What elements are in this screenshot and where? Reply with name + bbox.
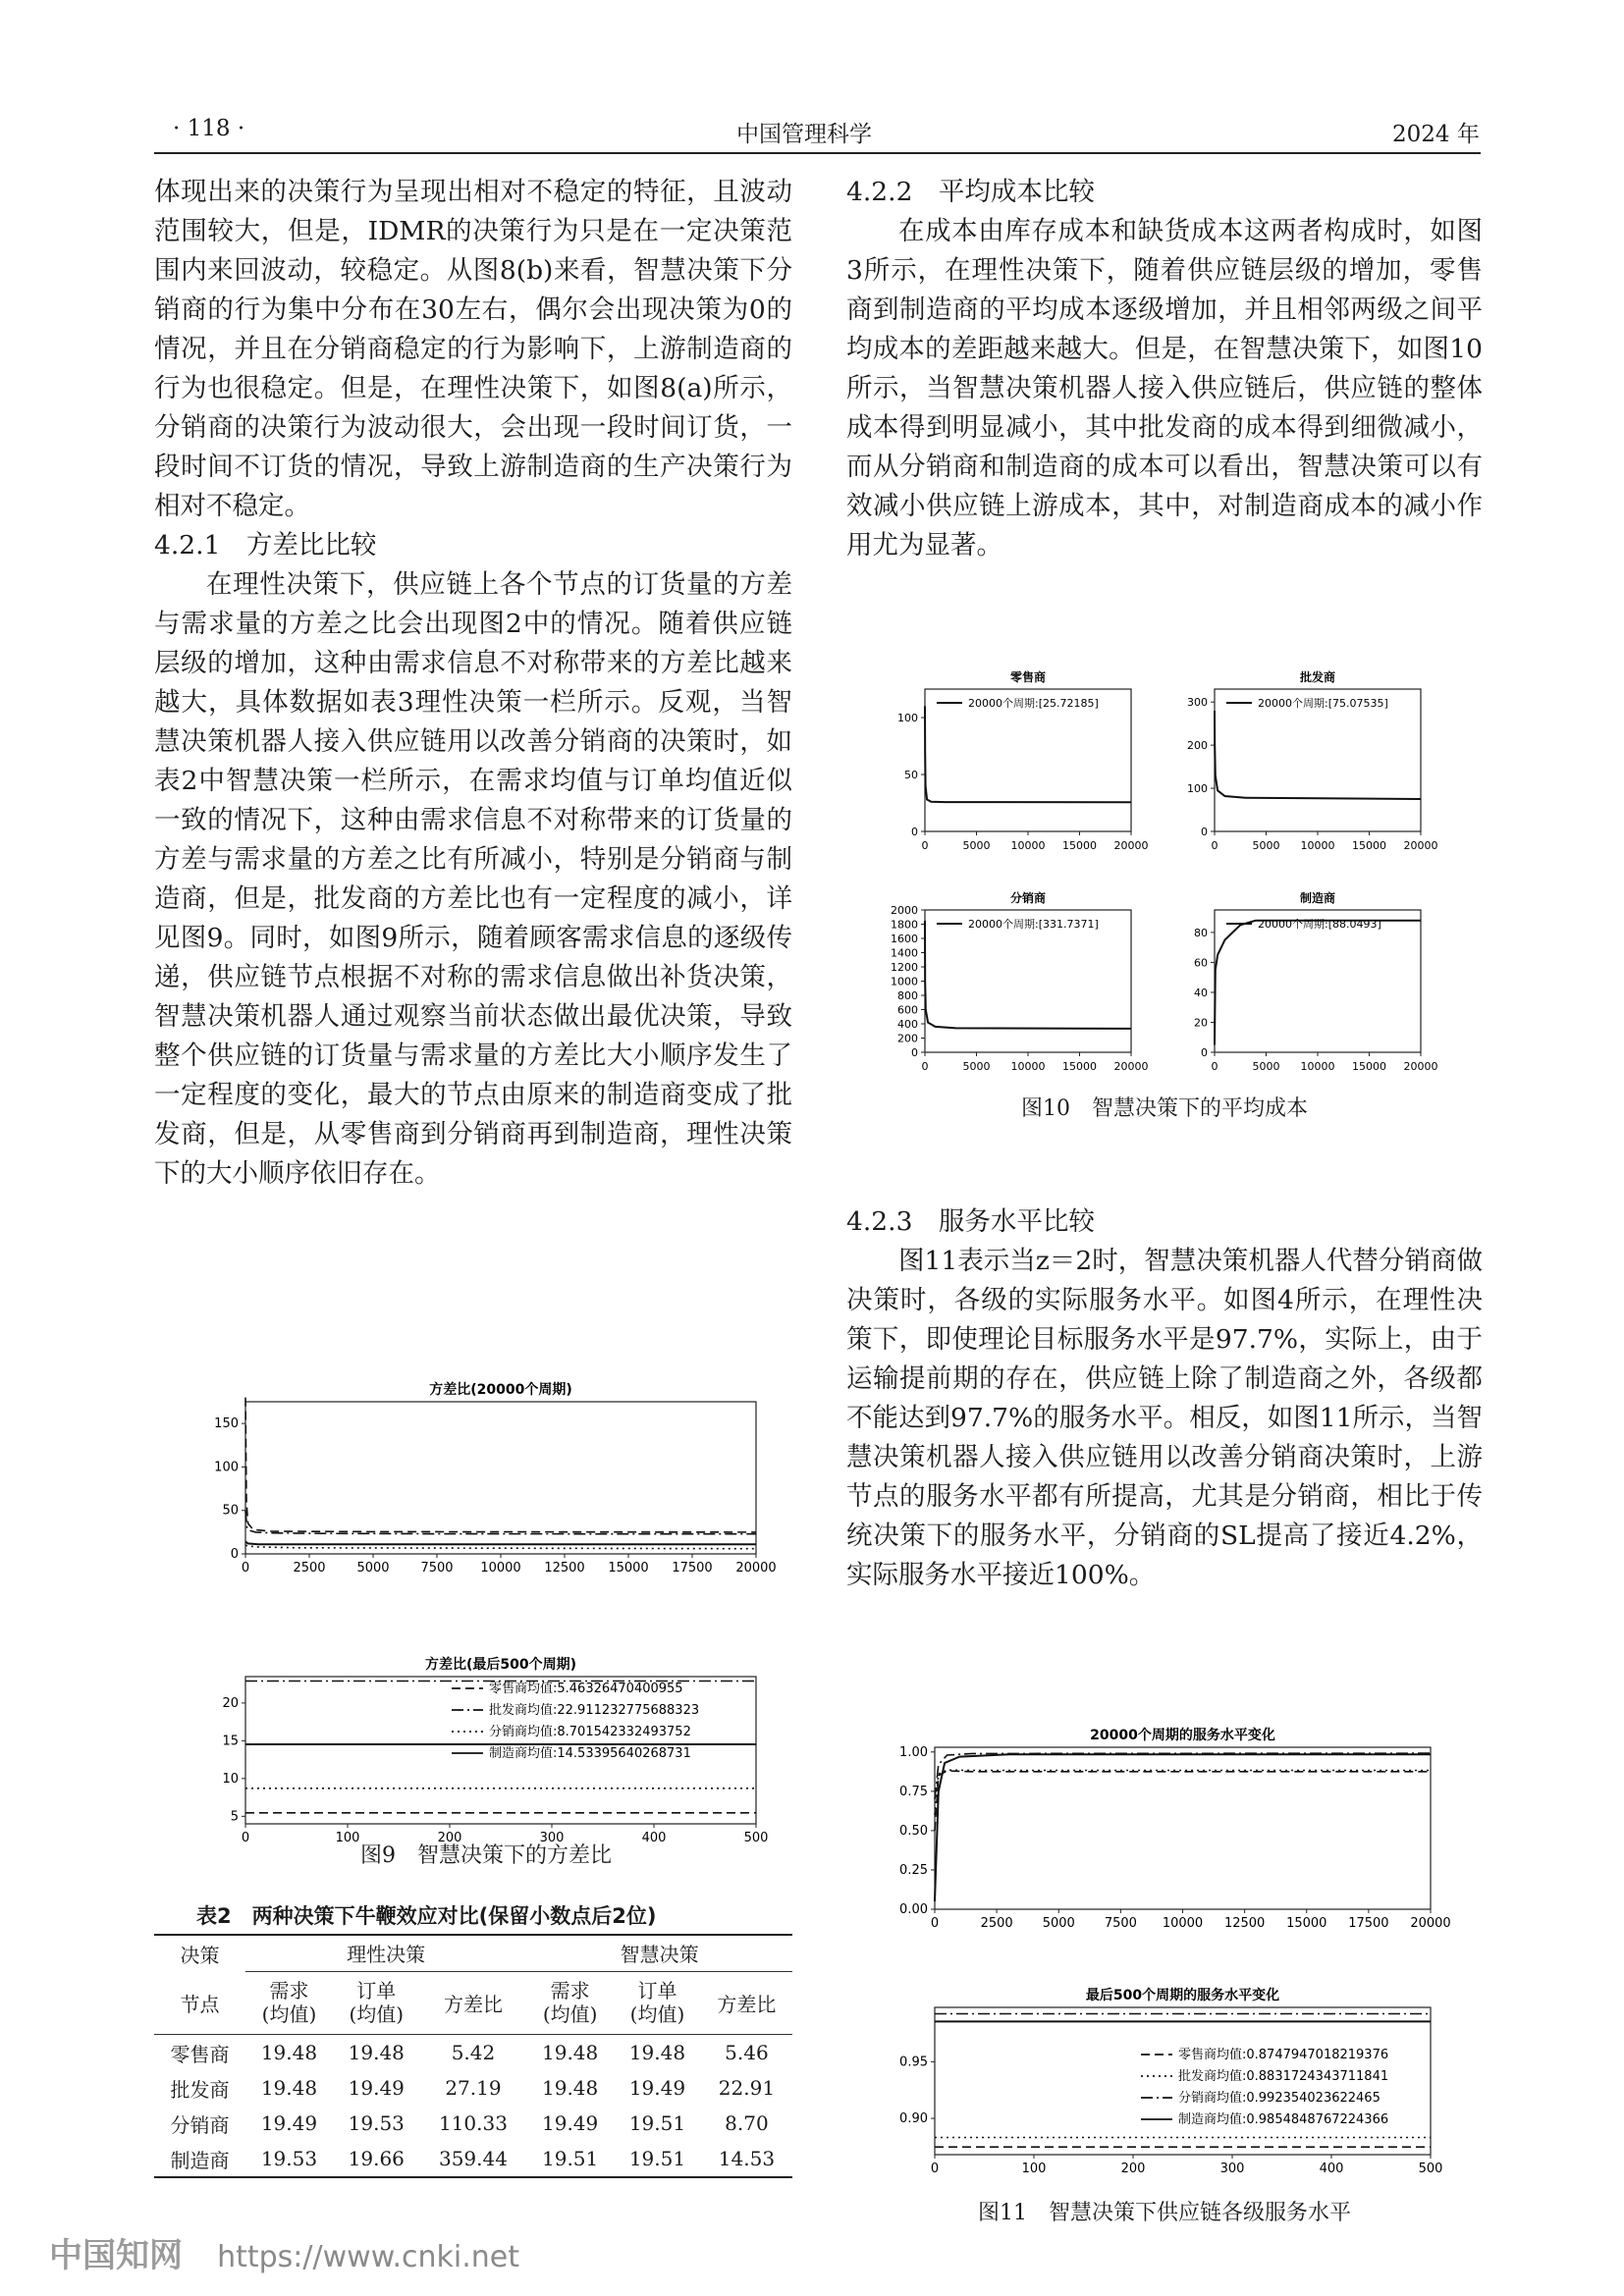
y-tick-label: 1.00 (899, 1744, 928, 1760)
x-tick-label: 5000 (356, 1561, 390, 1575)
y-tick-label: 40 (1194, 986, 1208, 999)
table-header-node: 节点 (180, 1992, 220, 2016)
section-heading-4-2-3: 4.2.3 服务水平比较 (846, 1206, 1095, 1237)
left-column (154, 173, 792, 1194)
section-heading-4-2-1: 4.2.1 方差比比较 (154, 530, 377, 561)
x-tick-label: 300 (539, 1831, 565, 1845)
table-cell: 19.49 (542, 2111, 599, 2135)
x-tick-label: 7500 (1104, 1916, 1137, 1931)
y-tick-label: 1600 (891, 933, 918, 945)
x-tick-label: 5000 (962, 839, 991, 852)
x-tick-label: 10000 (1300, 839, 1335, 852)
x-tick-label: 0 (921, 839, 929, 852)
plot-frame (925, 689, 1131, 831)
x-tick-label: 0 (241, 1831, 250, 1845)
table-cell: 制造商 (170, 2148, 230, 2172)
x-tick-label: 15000 (1062, 839, 1097, 852)
fig11b-plot (899, 1987, 1442, 2176)
x-tick-label: 20000 (1113, 1060, 1149, 1073)
table-cell: 分销商 (170, 2112, 230, 2137)
table-cell: 零售商 (170, 2042, 230, 2066)
chart-title: 20000个周期的服务水平变化 (1090, 1728, 1275, 1743)
footer (49, 2228, 519, 2276)
right-column-bottom (846, 1202, 1483, 1595)
x-tick-label: 20000 (1113, 839, 1149, 852)
x-tick-label: 0 (921, 1060, 929, 1073)
fig9b-plot (222, 1656, 768, 1845)
y-tick-label: 5 (230, 1809, 239, 1825)
series-line (935, 1771, 1431, 1831)
y-tick-label: 400 (897, 1018, 918, 1031)
x-tick-label: 400 (1319, 2162, 1344, 2176)
table-cell: 19.51 (628, 2111, 686, 2135)
legend-label: 20000个周期:[331.7371] (968, 918, 1099, 931)
header-rule (154, 152, 1481, 154)
series-line (925, 921, 1131, 1029)
x-tick-label: 100 (1021, 2162, 1047, 2176)
table-cell: 19.66 (348, 2147, 405, 2170)
cnki-logo: 中国知网 (49, 2236, 183, 2275)
figure-11 (881, 1718, 1451, 2199)
chart-title: 分销商 (1009, 891, 1047, 905)
y-tick-label: 2000 (891, 904, 918, 917)
fig9a-plot (214, 1381, 777, 1575)
x-tick-label: 0 (930, 1916, 940, 1931)
x-tick-label: 20000 (735, 1561, 777, 1575)
y-tick-label: 20 (222, 1695, 239, 1711)
x-tick-label: 400 (641, 1831, 667, 1845)
table-cell: 110.33 (438, 2111, 508, 2135)
journal-name: 中国管理科学 (736, 122, 872, 147)
series-line (935, 1770, 1431, 1815)
x-tick-label: 10000 (1010, 839, 1046, 852)
x-tick-label: 2500 (980, 1916, 1013, 1931)
chart-title: 零售商 (1009, 670, 1047, 684)
legend-label: 制造商均值:0.9854848767224366 (1178, 2112, 1389, 2127)
page-number: · 118 · (173, 116, 245, 141)
fig10a-plot (897, 669, 1149, 852)
table-cell: 5.46 (725, 2041, 769, 2064)
section-heading-4-2-2: 4.2.2 平均成本比较 (846, 177, 1095, 207)
table-cell: 19.49 (260, 2111, 318, 2135)
series-line (245, 1545, 756, 1549)
table-cell: 批发商 (170, 2077, 230, 2102)
table-header-rational: 理性决策 (245, 1935, 526, 1971)
series-line (245, 1511, 756, 1534)
table-header-variance: 方差比 (717, 1992, 777, 2016)
x-tick-label: 300 (1219, 2162, 1245, 2176)
table-cell: 19.53 (260, 2147, 318, 2170)
fig11a-plot (899, 1727, 1451, 1931)
table-cell: 19.48 (542, 2076, 599, 2100)
y-tick-label: 80 (1194, 926, 1208, 939)
table-row (154, 2035, 792, 2071)
legend-label: 批发商均值:0.8831724343711841 (1178, 2069, 1389, 2084)
fig10c-plot (891, 890, 1149, 1073)
chart-title: 方差比(20000个周期) (429, 1382, 572, 1398)
x-tick-label: 10000 (480, 1561, 521, 1575)
x-tick-label: 10000 (1162, 1916, 1204, 1931)
y-tick-label: 100 (1187, 782, 1208, 796)
x-tick-label: 100 (335, 1831, 360, 1845)
y-tick-label: 0 (911, 826, 918, 838)
y-tick-label: 800 (897, 989, 918, 1002)
x-tick-label: 20000 (1410, 1916, 1451, 1931)
y-tick-label: 1800 (891, 918, 918, 932)
x-tick-label: 12500 (544, 1561, 585, 1575)
legend-label: 零售商均值:0.874794701821937​6 (1178, 2048, 1389, 2062)
legend-label: 20000个周期:[75.07535] (1258, 697, 1388, 710)
chart-title: 最后500个周期的服务水平变化 (1085, 1988, 1280, 2003)
table-header-demand: 需求 (均值) (542, 1979, 598, 2027)
x-tick-label: 0 (1211, 839, 1218, 852)
figure-9-caption: 图9 智慧决策下的方差比 (360, 1843, 612, 1868)
table-cell: 19.48 (260, 2041, 318, 2064)
table-2 (154, 1934, 792, 2178)
table-cell: 5.42 (451, 2041, 496, 2064)
x-tick-label: 0 (930, 2162, 940, 2176)
y-tick-label: 20 (1194, 1016, 1208, 1030)
y-tick-label: 0.75 (899, 1784, 928, 1799)
y-tick-label: 10 (222, 1771, 239, 1787)
y-tick-label: 15 (222, 1734, 239, 1749)
y-tick-label: 150 (214, 1416, 239, 1432)
y-tick-label: 0.50 (899, 1823, 928, 1839)
y-tick-label: 1200 (891, 961, 918, 974)
y-tick-label: 1400 (891, 946, 918, 960)
table-cell: 14.53 (718, 2147, 776, 2170)
y-tick-label: 0.25 (899, 1862, 928, 1878)
x-tick-label: 2500 (293, 1561, 326, 1575)
table-row (154, 2106, 792, 2141)
table-header-order: 订单 (均值) (629, 1979, 685, 2027)
table-cell: 19.48 (348, 2041, 405, 2064)
table-row (154, 2070, 792, 2106)
x-tick-label: 0 (1211, 1060, 1218, 1073)
y-tick-label: 600 (897, 1003, 918, 1017)
chart-title: 方差比(最后500个周期) (424, 1657, 577, 1673)
plot-frame (1215, 689, 1421, 831)
y-tick-label: 100 (897, 712, 918, 724)
x-tick-label: 5000 (1252, 839, 1280, 852)
table-cell: 19.48 (260, 2076, 318, 2100)
x-tick-label: 5000 (1252, 1060, 1280, 1073)
legend-label: 制造商均值:14.53395640268731 (489, 1746, 691, 1761)
series-line (245, 1398, 756, 1532)
table-cell: 19.51 (542, 2147, 599, 2170)
y-tick-label: 0.00 (899, 1902, 928, 1917)
y-tick-label: 0 (1201, 826, 1208, 838)
table-cell: 19.51 (628, 2147, 686, 2170)
y-tick-label: 1000 (891, 975, 918, 988)
chart-title: 批发商 (1299, 670, 1336, 684)
table-cell: 19.49 (348, 2076, 405, 2100)
table-header-decision: 决策 (180, 1943, 220, 1967)
y-tick-label: 50 (222, 1503, 239, 1519)
y-tick-label: 0.95 (899, 2055, 928, 2070)
fig10b-plot (1187, 669, 1438, 852)
x-tick-label: 15000 (1062, 1060, 1097, 1073)
table-header-variance: 方差比 (443, 1992, 503, 2016)
x-tick-label: 500 (1418, 2162, 1443, 2176)
legend-label: 批发商均值:22.911232775688323 (489, 1703, 700, 1718)
series-line (925, 706, 1131, 802)
x-tick-label: 5000 (962, 1060, 991, 1073)
plot-frame (925, 910, 1131, 1052)
table-cell: 22.91 (718, 2076, 776, 2100)
x-tick-label: 15000 (1352, 1060, 1386, 1073)
x-tick-label: 15000 (608, 1561, 649, 1575)
paragraph: 在成本由库存成本和缺货成本这两者构成时，如图3所示，在理性决策下，随着供应链层级的增加，零售商到制造商的平均成本逐级增加，并且相邻两级之间平均成本的差距越来越大。但是，在智慧决策下，如图10所示，当智慧决策机器人接入供应链后，供应链的整体成本得到明显减小，其中批发商的成本得到细微减小，而从分销商和制造商的成本可以看出，智慧决策可以有效减小供应链上游成本，其中，对制造商成本的减小作用尤为显著。 (846, 216, 1483, 561)
x-tick-label: 7500 (420, 1561, 454, 1575)
y-tick-label: 0 (230, 1547, 239, 1562)
figure-10-caption: 图10 智慧决策下的平均成本 (1021, 1096, 1308, 1121)
table-cell: 19.53 (348, 2111, 405, 2135)
fig10d-plot (1194, 890, 1438, 1073)
x-tick-label: 200 (437, 1831, 462, 1845)
figure-11-caption: 图11 智慧决策下供应链各级服务水平 (978, 2201, 1351, 2225)
right-column-top (846, 173, 1483, 565)
legend-label: 20000个周期:[88.0493] (1258, 918, 1381, 931)
figure-9 (187, 1372, 785, 1853)
series-line (1215, 921, 1421, 1045)
table-header-demand: 需求 (均值) (261, 1979, 317, 2027)
table-cell: 19.48 (628, 2041, 686, 2064)
paragraph: 体现出来的决策行为呈现出相对不稳定的特征，且波动范围较大，但是，IDMR的决策行为只是在一定决策范围内来回波动，较稳定。从图8(b)来看，智慧决策下分销商的行为集中分布在30左右，偶尔会出现决策为0的情况，并且在分销商稳定的行为影响下，上游制造商的行为也很稳定。但是，在理性决策下，如图8(a)所示，分销商的决策行为波动很大，会出现一段时间订货，一段时间不订货的情况，导致上游制造商的生产决策行为相对不稳定。 (154, 177, 792, 521)
x-tick-label: 20000 (1403, 1060, 1438, 1073)
footer-url: https://www.cnki.net (217, 2240, 520, 2274)
x-tick-label: 200 (1120, 2162, 1146, 2176)
series-line (245, 1542, 756, 1545)
table-cell: 8.70 (725, 2111, 769, 2135)
series-line (1215, 711, 1421, 799)
x-tick-label: 10000 (1010, 1060, 1046, 1073)
x-tick-label: 17500 (672, 1561, 713, 1575)
paragraph: 在理性决策下，供应链上各个节点的订货量的方差与需求量的方差之比会出现图2中的情况。随着供应链层级的增加，这种由需求信息不对称带来的方差比越来越大，具体数据如表3理性决策一栏所示。反观，当智慧决策机器人接入供应链用以改善分销商的决策时，如表2中智慧决策一栏所示，在需求均值与订单均值近似一致的情况下，这种由需求信息不对称带来的订货量的方差与需求量的方差之比有所减小，特别是分销商与制造商，但是，批发商的方差比也有一定程度的减小，详见图9。同时，如图9所示，随着顾客需求信息的逐级传递，供应链节点根据不对称的需求信息做出补货决策，智慧决策机器人通过观察当前状态做出最优决策，导致整个供应链的订货量与需求量的方差比大小顺序发生了一定程度的变化，最大的节点由原来的制造商变成了批发商，但是，从零售商到分销商再到制造商，理性决策下的大小顺序依旧存在。 (154, 569, 792, 1189)
legend-label: 20000个周期:[25.72185] (968, 697, 1099, 710)
x-tick-label: 0 (241, 1561, 250, 1575)
x-tick-label: 15000 (1352, 839, 1386, 852)
table-row (154, 2141, 792, 2177)
table-cell: 19.49 (628, 2076, 686, 2100)
y-tick-label: 0 (1201, 1046, 1208, 1059)
legend-label: 分销商均值:0.992354023622465 (1178, 2091, 1380, 2106)
legend-label: 零售商均值:5.46326470400955 (489, 1682, 683, 1696)
x-tick-label: 10000 (1300, 1060, 1335, 1073)
table-header-smart: 智慧决策 (526, 1935, 792, 1971)
year: 2024 年 (1392, 122, 1480, 147)
y-tick-label: 0.90 (899, 2111, 928, 2127)
y-tick-label: 300 (1187, 696, 1208, 710)
chart-title: 制造商 (1299, 891, 1336, 905)
y-tick-label: 200 (1187, 739, 1208, 753)
y-tick-label: 60 (1194, 956, 1208, 970)
y-tick-label: 0 (911, 1046, 918, 1059)
paragraph: 图11表示当z＝2时，智慧决策机器人代替分销商做决策时，各级的实际服务水平。如图4所示，在理性决策下，即使理论目标服务水平是97.7%，实际上，由于运输提前期的存在，供应链上除了制造商之外，各级都不能达到97.7%的服务水平。相反，如图11所示，当智慧决策机器人接入供应链用以改善分销商决策时，上游节点的服务水平都有所提高，尤其是分销商，相比于传统决策下的服务水平，分销商的SL提高了接近4.2%，实际服务水平接近100%。 (846, 1246, 1483, 1590)
table-cell: 27.19 (445, 2076, 502, 2100)
x-tick-label: 500 (743, 1831, 769, 1845)
table-2-title: 表2 两种决策下牛鞭效应对比(保留小数点后2位) (196, 1904, 657, 1928)
table-header-order: 订单 (均值) (349, 1979, 405, 2027)
y-tick-label: 50 (904, 769, 918, 781)
plot-frame (245, 1402, 756, 1554)
table-cell: 359.44 (438, 2147, 508, 2170)
x-tick-label: 12500 (1223, 1916, 1266, 1931)
series-line (935, 1754, 1431, 1901)
series-line (935, 1753, 1431, 1799)
y-tick-label: 200 (897, 1032, 918, 1045)
legend-label: 分销商均值:8.701542332493752 (489, 1725, 691, 1739)
table-cell: 19.48 (542, 2041, 599, 2064)
x-tick-label: 15000 (1286, 1916, 1327, 1931)
x-tick-label: 20000 (1403, 839, 1438, 852)
x-tick-label: 17500 (1348, 1916, 1389, 1931)
x-tick-label: 5000 (1042, 1916, 1075, 1931)
y-tick-label: 100 (214, 1460, 239, 1475)
figure-10 (876, 652, 1438, 1094)
plot-frame (1215, 910, 1421, 1052)
